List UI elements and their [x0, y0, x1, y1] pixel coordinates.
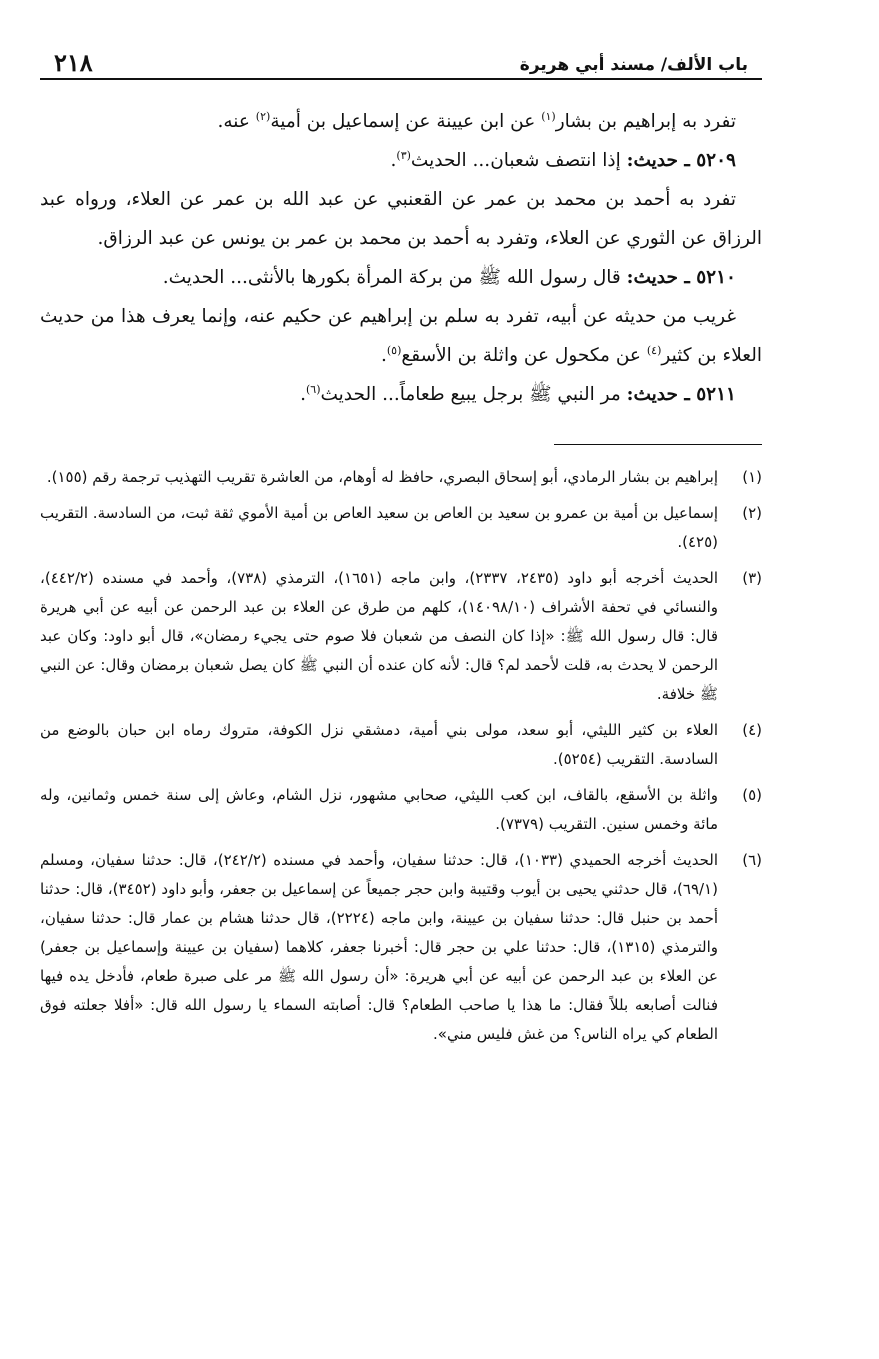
- footnote-number: (١): [742, 468, 762, 486]
- text-run: عنه.: [217, 111, 256, 132]
- text-run: غريب من حديثه عن أبيه، تفرد به سلم بن إبراهيم عن حكيم عنه، وإنما يعرف هذا من حديث العلاء بن كثير: [40, 306, 762, 366]
- text-run: إذا انتصف شعبان... الحديث: [410, 150, 627, 171]
- footnote-number: (٣): [742, 569, 762, 587]
- text-run: مر النبي ﷺ برجل يبيع طعاماً... الحديث: [320, 384, 627, 405]
- footnote-2: [40, 499, 762, 557]
- footnote-separator: [554, 444, 762, 445]
- paragraph-3: [40, 180, 762, 258]
- footnote-4: [40, 716, 762, 774]
- footnote-number: (٥): [742, 786, 762, 804]
- main-text: [40, 102, 762, 414]
- footnote-text: الحديث أخرجه أبو داود (٢٤٣٥، ٢٣٣٧)، وابن ماجه (١٦٥١)، الترمذي (٧٣٨)، وأحمد في مسنده (٤٤٢/٢)، والنسائي في تحفة الأشراف (١٤٠٩٨/١٠)، كلهم من طرق عن العلاء بن عبد الرحمن عن أبيه عن أبي هريرة قال: قال رسول الله ﷺ: «إذا كان النصف من شعبان فلا صوم حتى يجيء رمضان»، قال أبو داود: وكان عبد الرحمن لا يحدث به، قلت لأحمد لم؟ قال: لأنه كان عنده أن النبي ﷺ كان يصل شعبان برمضان وقال: عن النبي ﷺ خلافة.: [40, 569, 719, 703]
- footnote-ref-2: (٢): [255, 109, 271, 123]
- running-title: باب الألف/ مسند أبي هريرة: [519, 55, 748, 75]
- text-run: عن ابن عيينة عن إسماعيل بن أمية: [270, 111, 542, 132]
- text-run: .: [300, 384, 306, 405]
- footnote-text: واثلة بن الأسقع، بالقاف، ابن كعب الليثي، صحابي مشهور، نزل الشام، وعاش إلى سنة خمس وثمانين، وله مائة وخمس سنين. التقريب (٧٣٧٩).: [40, 786, 718, 833]
- text-run: .: [390, 150, 397, 171]
- footnote-text: إسماعيل بن أمية بن عمرو بن سعيد بن العاص بن سعيد العاص بن أمية الأموي ثقة ثبت، من السادسة. التقريب (٤٢٥).: [40, 504, 718, 551]
- footnote-text: إبراهيم بن بشار الرمادي، أبو إسحاق البصري، حافظ له أوهام، من العاشرة تقريب التهذيب ترجمة رقم (١٥٥).: [46, 468, 718, 486]
- text-run: تفرد به أحمد بن محمد بن عمر عن القعنبي عن عبد الله بن عمر عن العلاء، ورواه عبد الرزاق عن الثوري عن العلاء، وتفرد به أحمد بن محمد بن عمر بن يونس عن عبد الرزاق.: [40, 189, 762, 249]
- book-page: [40, 38, 762, 1056]
- hadith-heading: ٥٢٠٩ ـ حديث:: [626, 150, 736, 171]
- paragraph-5: [40, 297, 762, 375]
- footnote-text: الحديث أخرجه الحميدي (١٠٣٣)، قال: حدثنا سفيان، وأحمد في مسنده (٢٤٢/٢)، قال: حدثنا سفيان، ومسلم (٦٩/١)، قال حدثني يحيى بن أيوب وقتيبة وابن حجر جميعاً عن إسماعيل بن جعفر، وأبو داود (٣٤٥٢)، قال: حدثنا أحمد بن حنبل قال: حدثنا سفيان بن عيينة، وابن ماجه (٢٢٢٤)، قال حدثنا هشام بن عمار قال: حدثنا سفيان، والترمذي (١٣١٥)، قال: حدثنا علي بن حجر قال: أخبرنا جعفر، كلاهما (سفيان بن عيينة وإسماعيل بن جعفر) عن العلاء بن عبد الرحمن عن أبيه عن أبي هريرة: «أن رسول الله ﷺ مر على صبرة طعام، فأدخل يده فيها فنالت أصابعه بللاً فقال: ما هذا يا صاحب الطعام؟ قال: أصابته السماء يا رسول الله قال: «أفلا جعلته فوق الطعام كي يراه الناس؟ من غش فليس مني».: [40, 851, 719, 1043]
- text-run: عن مكحول عن واثلة بن الأسقع: [401, 345, 647, 366]
- footnote-6: [40, 846, 762, 1049]
- hadith-5210: [40, 258, 762, 297]
- text-run: قال رسول الله ﷺ من بركة المرأة بكورها بالأنثى... الحديث.: [162, 267, 627, 288]
- hadith-heading: ٥٢١١ ـ حديث:: [626, 384, 736, 405]
- hadith-5209: [40, 141, 762, 180]
- page-header: [40, 38, 762, 80]
- hadith-heading: ٥٢١٠ ـ حديث:: [626, 267, 736, 288]
- page-number: ٢١٨: [54, 48, 93, 77]
- footnote-ref-5: (٥): [386, 343, 402, 357]
- footnote-1: [40, 463, 762, 492]
- footnote-ref-1: (١): [541, 109, 556, 123]
- footnote-number: (٤): [742, 721, 762, 739]
- footnote-text: العلاء بن كثير الليثي، أبو سعد، مولى بني أمية، دمشقي نزل الكوفة، متروك رماه ابن حبان بالوضع من السادسة. التقريب (٥٢٥٤).: [40, 721, 718, 768]
- footnotes: [40, 463, 762, 1049]
- footnote-3: [40, 564, 762, 709]
- hadith-5211: [40, 375, 762, 414]
- footnote-5: [40, 781, 762, 839]
- text-run: تفرد به إبراهيم بن بشار: [555, 111, 736, 132]
- paragraph-1: [40, 102, 762, 141]
- footnote-ref-4: (٤): [646, 343, 662, 357]
- text-run: .: [380, 345, 387, 366]
- footnote-ref-3: (٣): [396, 148, 411, 162]
- footnote-number: (٢): [742, 504, 762, 522]
- footnote-number: (٦): [742, 851, 762, 869]
- footnote-ref-6: (٦): [305, 382, 321, 396]
